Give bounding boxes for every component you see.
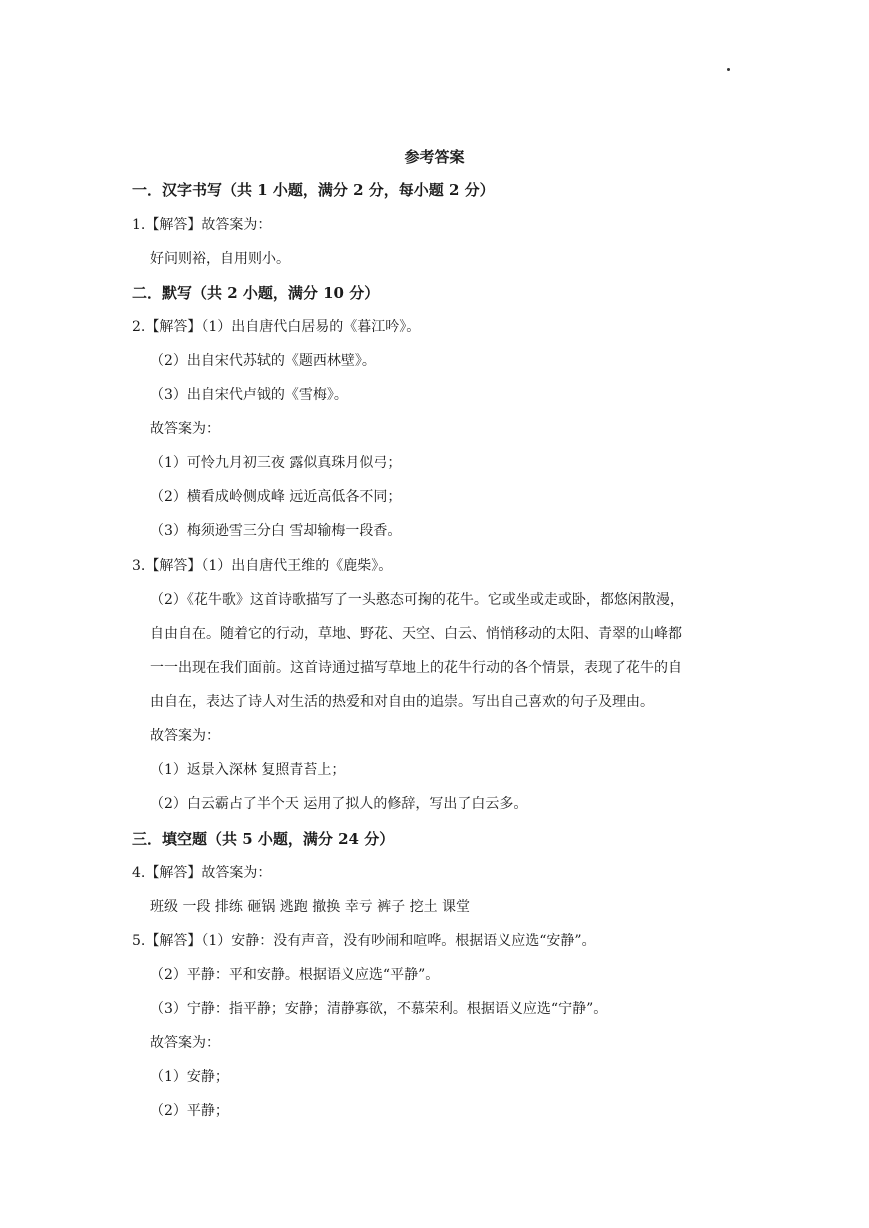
- answer-line: 班级 一段 排练 砸锅 逃跑 撤换 幸亏 裤子 挖土 课堂: [150, 899, 471, 915]
- section-heading-2: 二．默写（共 2 小题，满分 10 分）: [132, 284, 380, 302]
- section-heading-3: 三．填空题（共 5 小题，满分 24 分）: [132, 830, 395, 848]
- answer-line: （1）返景入深林 复照青苔上；: [150, 762, 346, 778]
- answer-line: 2.【解答】（1）出自唐代白居易的《暮江吟》。: [132, 319, 421, 335]
- section-heading-1: 一．汉字书写（共 1 小题，满分 2 分，每小题 2 分）: [132, 181, 495, 199]
- answer-line: （2）白云霸占了半个天 运用了拟人的修辞，写出了白云多。: [150, 796, 528, 812]
- answer-line: 4.【解答】故答案为：: [132, 865, 272, 881]
- answer-line: （3）梅须逊雪三分白 雪却输梅一段香。: [150, 523, 402, 539]
- page-title: 参考答案: [404, 148, 465, 166]
- answer-line: （2）《花牛歌》这首诗歌描写了一头憨态可掬的花牛。它或坐或走或卧，都悠闲散漫，: [150, 592, 684, 608]
- answer-line: （1）安静；: [150, 1069, 229, 1085]
- answer-line: 故答案为：: [150, 1035, 220, 1051]
- answer-line: 故答案为：: [150, 728, 220, 744]
- answer-line: （3）出自宋代卢钺的《雪梅》。: [150, 387, 348, 403]
- answer-line: （1）可怜九月初三夜 露似真珠月似弓；: [150, 455, 402, 471]
- answer-line: 故答案为：: [150, 421, 220, 437]
- page-dot: [727, 68, 730, 71]
- answer-line: （2）出自宋代苏轼的《题西林壁》。: [150, 353, 376, 369]
- answer-line: 自由自在。随着它的行动，草地、野花、天空、白云、悄悄移动的太阳、青翠的山峰都: [150, 626, 682, 642]
- answer-line: 由自在，表达了诗人对生活的热爱和对自由的追崇。写出自己喜欢的句子及理由。: [150, 694, 654, 710]
- answer-line: 3.【解答】（1）出自唐代王维的《鹿柴》。: [132, 558, 393, 574]
- answer-line: 5.【解答】（1）安静：没有声音，没有吵闹和喧哗。根据语义应选“安静”。: [132, 933, 596, 949]
- answer-line: （3）宁静：指平静；安静；清静寡欲，不慕荣利。根据语义应选“宁静”。: [150, 1001, 608, 1017]
- answer-line: 一一出现在我们面前。这首诗通过描写草地上的花牛行动的各个情景，表现了花牛的自: [150, 660, 682, 676]
- answer-line: （2）平静：平和安静。根据语义应选“平静”。: [150, 967, 440, 983]
- answer-line: （2）横看成岭侧成峰 远近高低各不同；: [150, 489, 402, 505]
- answer-line: （2）平静；: [150, 1103, 229, 1119]
- answer-line: 好问则裕，自用则小。: [150, 251, 290, 267]
- answer-line: 1.【解答】故答案为：: [132, 217, 272, 233]
